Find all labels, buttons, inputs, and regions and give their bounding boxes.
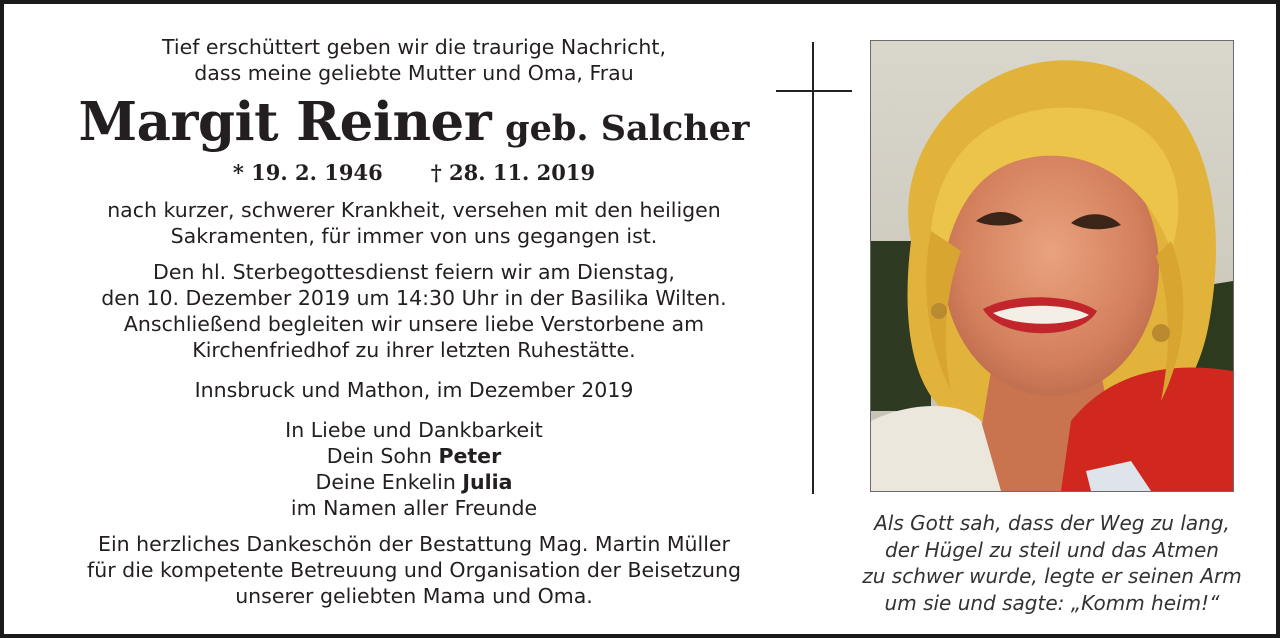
mourners-greeting: In Liebe und Dankbarkeit bbox=[285, 418, 543, 442]
deceased-name: Margit Reiner bbox=[78, 91, 492, 153]
birth-date: * 19. 2. 1946 bbox=[232, 160, 383, 185]
obituary-text bbox=[44, 34, 784, 609]
service-line-1: Den hl. Sterbegottesdienst feiern wir am Dienstag, bbox=[153, 260, 675, 284]
birth-name: geb. Salcher bbox=[505, 108, 750, 149]
grandchild-prefix: Deine Enkelin bbox=[315, 470, 463, 494]
latin-cross-icon bbox=[812, 42, 814, 494]
service-line-3: Anschließend begleiten wir unsere liebe Verstorbene am bbox=[123, 312, 705, 336]
message-line-1: nach kurzer, schwerer Krankheit, versehen mit den heiligen bbox=[107, 198, 721, 222]
deceased-name-row bbox=[44, 92, 784, 163]
intro-line-2: dass meine geliebte Mutter und Oma, Frau bbox=[194, 61, 634, 85]
service-line-2: den 10. Dezember 2019 um 14:30 Uhr in der Basilika Wilten. bbox=[101, 286, 727, 310]
thanks-line-2: für die kompetente Betreuung und Organisation der Beisetzung bbox=[87, 558, 741, 582]
quote-line-3: zu schwer wurde, legte er seinen Arm bbox=[862, 564, 1242, 588]
death-date: † 28. 11. 2019 bbox=[430, 160, 596, 185]
thanks-line-1: Ein herzliches Dankeschön der Bestattung Mag. Martin Müller bbox=[98, 532, 730, 556]
place-date: Innsbruck und Mathon, im Dezember 2019 bbox=[194, 378, 634, 402]
grandchild-name: Julia bbox=[462, 470, 513, 494]
intro-line-1: Tief erschüttert geben wir die traurige Nachricht, bbox=[162, 35, 666, 59]
service-line-4: Kirchenfriedhof zu ihrer letzten Ruhestätte. bbox=[192, 338, 636, 362]
portrait-photo bbox=[870, 40, 1234, 492]
quote-line-4: um sie und sagte: „Komm heim!“ bbox=[884, 590, 1220, 615]
thanks-line-3: unserer geliebten Mama und Oma. bbox=[235, 584, 593, 608]
quote-line-1: Als Gott sah, dass der Weg zu lang, bbox=[874, 511, 1230, 535]
quote-line-2: der Hügel zu steil und das Atmen bbox=[885, 537, 1219, 562]
message-line-2: Sakramenten, für immer von uns gegangen ist. bbox=[170, 224, 658, 248]
mourner-son bbox=[44, 443, 784, 469]
mourner-grandchild bbox=[44, 469, 784, 495]
mourners-friends: im Namen aller Freunde bbox=[290, 496, 538, 520]
memorial-quote bbox=[849, 510, 1255, 616]
life-dates bbox=[44, 159, 784, 187]
latin-cross-bar bbox=[776, 90, 852, 92]
son-prefix: Dein Sohn bbox=[326, 444, 439, 468]
son-name: Peter bbox=[438, 444, 502, 468]
